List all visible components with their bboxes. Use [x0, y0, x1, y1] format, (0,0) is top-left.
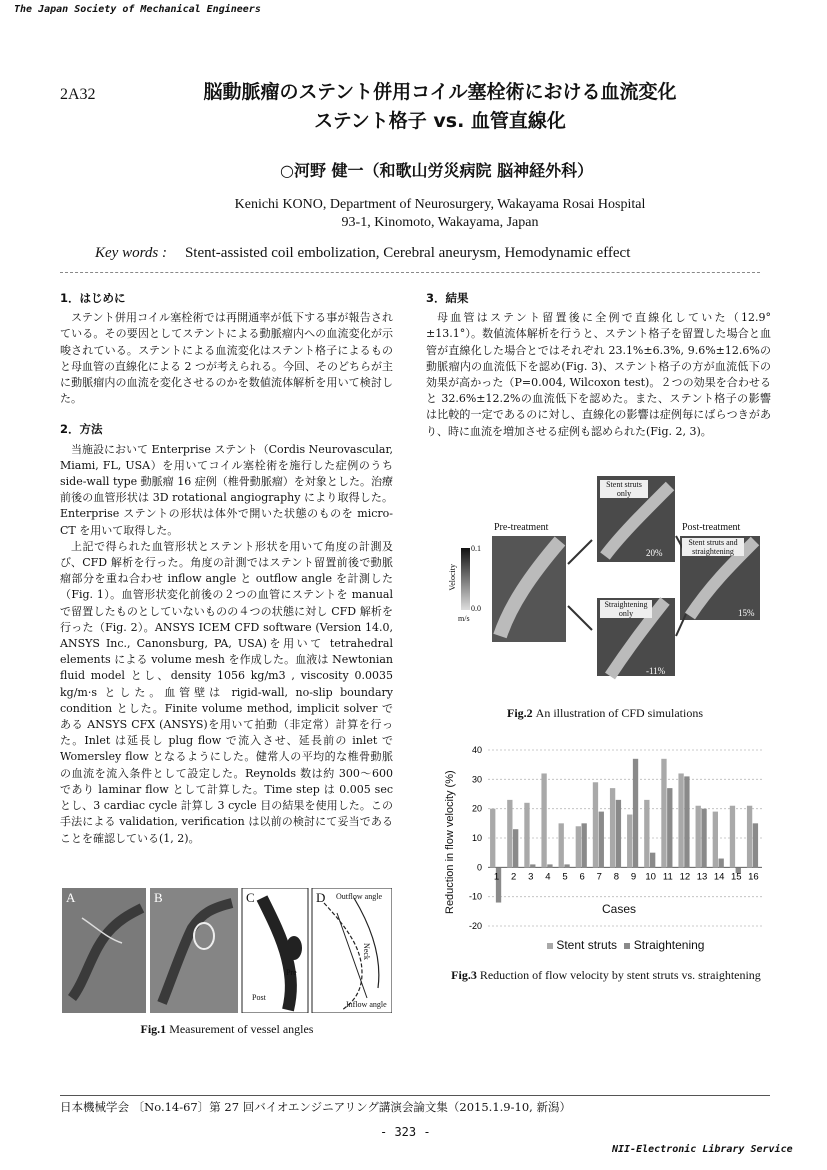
bar-stent-struts — [661, 759, 666, 868]
y-tick-label: -10 — [468, 891, 482, 902]
fig2-caption-num: Fig.2 — [506, 706, 533, 720]
x-tick-label: 2 — [511, 871, 517, 883]
bar-straightening — [599, 812, 604, 868]
fig2-vmin: 0.0 — [471, 604, 481, 613]
fig2-caption-text: An illustration of CFD simulations — [535, 706, 703, 720]
bar-stent-struts — [610, 788, 615, 867]
bar-stent-struts — [730, 806, 735, 868]
bar-stent-struts — [696, 806, 701, 868]
affiliation — [150, 196, 730, 232]
bar-straightening — [633, 759, 638, 868]
header-divider — [60, 272, 760, 273]
page-number: - 323 - — [380, 1125, 431, 1139]
fig3-chart — [442, 742, 772, 957]
x-tick-label: 11 — [662, 871, 673, 883]
results-heading: 3．結果 — [426, 291, 469, 305]
author-line: ○河野 健一（和歌山労災病院 脳神経外科） — [280, 161, 594, 180]
velocity-colorbar — [461, 548, 470, 610]
fig1-pre-label: Pre — [286, 968, 297, 977]
x-tick-label: 12 — [679, 871, 691, 883]
legend-swatch-stent — [547, 943, 553, 949]
x-tick-label: 16 — [748, 871, 759, 883]
legend-swatch-straight — [624, 943, 630, 949]
footer-divider — [60, 1095, 770, 1096]
intro-text: ステント併用コイル塞栓術では再開通率が低下する事が報告されている。その要因としてステントによる動脈瘤内への血流変化が示唆されている。ステントによる血流変化はステント格子によるものと母血管の直線化による 2 つが考えられる。今回、そのどちらが主に動脈瘤内の血流を変化させるのかを数値流体解析を用いて検討した。 — [60, 311, 393, 406]
x-tick-label: 7 — [596, 871, 602, 883]
fig3-legend — [547, 938, 704, 952]
diagram-panel-d — [312, 888, 392, 1013]
bar-straightening — [753, 823, 758, 867]
bar-straightening — [667, 788, 672, 867]
keywords-label: Key words : — [95, 245, 167, 261]
bar-straightening — [547, 864, 552, 867]
bar-straightening — [564, 864, 569, 867]
fig1-inflow-label: Inflow angle — [346, 1000, 387, 1009]
fig1-panel-label-c: C — [246, 890, 255, 905]
y-tick-label: -20 — [468, 921, 482, 931]
keywords-text: Stent-assisted coil embolization, Cerebral aneurysm, Hemodynamic effect — [184, 245, 631, 261]
fig2-velocity-label: Velocity — [448, 564, 457, 591]
fig2-pre-label: Pre-treatment — [494, 522, 549, 533]
fig3-caption-text: Reduction of flow velocity by stent struts vs. straightening — [479, 968, 761, 982]
bar-straightening — [530, 864, 535, 867]
bar-stent-struts — [747, 806, 752, 868]
fig2-straight-only-label: Straightening only — [600, 600, 652, 618]
x-tick-label: 9 — [630, 871, 637, 883]
x-tick-label: 5 — [562, 871, 568, 883]
bar-straightening — [616, 800, 621, 867]
paper-title — [150, 78, 730, 136]
fig1-post-label: Post — [252, 993, 266, 1002]
x-tick-label: 6 — [579, 871, 585, 883]
bar-stent-struts — [524, 803, 529, 868]
fig1-neck-label: Neck — [362, 943, 371, 960]
right-column — [426, 290, 771, 440]
fig3-caption — [436, 968, 776, 983]
fig1-caption-num: Fig.1 — [140, 1022, 167, 1036]
affiliation-line-1: Kenichi KONO, Department of Neurosurgery, Wakayama Rosai Hospital — [234, 197, 646, 212]
bar-stent-struts — [490, 809, 495, 868]
fig1-panel-label-a: A — [66, 890, 76, 905]
bar-stent-struts — [678, 773, 683, 867]
results-text: 母血管はステント留置後に全例で直線化していた（12.9°±13.1°）。数値流体解析を行うと、ステント格子を留置した場合と血管が直線化した場合とではそれぞれ 23.1%±6.3%, 9.6%±12.6%の動脈瘤内の血流低下を認め(Fig. 3)、ステント格子の方が血流低下の効果が高かった（P=0.004, Wilcoxon test)。２つの効果を合わせると 32.6%±12.2%の血流低下を認めた。また、ステント格子の影響は比較的一定であるのに対し、直線化の影響は症例毎にばらつきがあり、時に血流を増加させる症例も認められた(Fig. 2, 3)。 — [426, 311, 771, 438]
intro-heading: 1．はじめに — [60, 291, 126, 305]
fig1-panel-label-d: D — [316, 890, 326, 905]
keywords — [95, 245, 630, 262]
title-line-1: 脳動脈瘤のステント併用コイル塞栓術における血流変化 — [203, 81, 677, 103]
y-tick-label: 30 — [471, 774, 482, 785]
bar-straightening — [719, 859, 724, 868]
footer-proceedings: 日本機械学会 〔No.14-67〕第 27 回バイオエンジニアリング講演会論文集（2015.1.9-10, 新潟） — [60, 1100, 571, 1114]
y-tick-label: 0 — [476, 862, 482, 873]
bar-straightening — [701, 809, 706, 868]
left-column — [60, 290, 393, 847]
bar-stent-struts — [593, 782, 598, 867]
fig1-caption-text: Measurement of vessel angles — [169, 1022, 314, 1036]
fig3-svg — [442, 742, 772, 957]
fig3-xlabel: Cases — [602, 902, 637, 916]
fig3-caption-num: Fig.3 — [451, 968, 477, 982]
x-tick-label: 14 — [713, 871, 725, 883]
fig1-caption — [62, 1022, 392, 1037]
bar-stent-struts — [507, 800, 512, 867]
paper-code: 2A32 — [60, 86, 96, 103]
bar-straightening — [650, 853, 655, 868]
fig2-post-box-label: Stent struts and straightening — [682, 538, 744, 556]
methods-heading: 2．方法 — [60, 422, 103, 437]
fig1-outflow-label: Outflow angle — [336, 892, 382, 901]
bar-straightening — [513, 829, 518, 867]
y-tick-label: 40 — [471, 745, 482, 755]
bar-stent-struts — [644, 800, 649, 867]
bar-straightening — [582, 823, 587, 867]
x-tick-label: 13 — [696, 871, 708, 883]
fig2-stent-pct: 20% — [646, 548, 663, 558]
y-tick-label: 20 — [471, 803, 482, 814]
bar-straightening — [684, 776, 689, 867]
x-tick-label: 1 — [493, 871, 500, 883]
y-tick-label: 10 — [471, 833, 482, 843]
fig1-panels — [62, 888, 392, 1013]
fig2-vmax: 0.1 — [471, 544, 481, 553]
society-header: The Japan Society of Mechanical Engineers — [14, 4, 261, 15]
methods-paragraph-1: 当施設において Enterprise ステント（Cordis Neurovascular, Miami, FL, USA）を用いてコイル塞栓術を施行した症例のうち side-wall type 動脈瘤 16 症例（椎骨動脈瘤）を対象とした。治療前後の血管形状は 3D rotational angiography により取得した。Enterprise ステントの形状は体外で開いた状態のものを micro-CT を用いて取得した。 — [60, 442, 393, 537]
fig2-image — [450, 476, 780, 698]
x-tick-label: 15 — [731, 871, 742, 883]
x-tick-label: 8 — [613, 871, 620, 883]
legend-label-straight: Straightening — [633, 938, 705, 952]
fig2-caption — [440, 706, 770, 721]
legend-label-stent: Stent struts — [556, 938, 618, 952]
bar-stent-struts — [541, 773, 546, 867]
fig2-post-label: Post-treatment — [682, 522, 741, 533]
x-tick-label: 10 — [645, 871, 656, 883]
bar-stent-struts — [627, 815, 632, 868]
x-tick-label: 4 — [545, 871, 551, 883]
fig1-image — [62, 888, 392, 1013]
bar-stent-struts — [559, 823, 564, 867]
affiliation-line-2: 93-1, Kinomoto, Wakayama, Japan — [341, 215, 539, 230]
title-line-2: ステント格子 vs. 血管直線化 — [314, 110, 566, 132]
fig2-unit: m/s — [458, 614, 470, 623]
fig2-straight-pct: -11% — [646, 666, 666, 676]
bar-stent-struts — [576, 826, 581, 867]
nii-service: NII-Electronic Library Service — [612, 1144, 793, 1155]
methods-paragraph-2: 上記で得られた血管形状とステント形状を用いて角度の計測及び、CFD 解析を行った。角度の計測ではステント留置前後で動脈瘤部分を重ね合わせ inflow angle と outflow angle を計測した（Fig. 1）。血管形状変化前後の２つの血管にステントを manual で留置したものとしていないものの４つの状態に対し CFD 解析を行った（Fig. 2）。ANSYS ICEM CFD software (Version 14.0, ANSYS Inc., Canonsburg, PA, USA)を用いて tetrahedral elements による volume mesh を作成した。血液は Newtonian fluid model とし、density 1056 kg/m3 , viscosity 0.0035 kg/m·s とした。血管壁は rigid-wall, no-slip boundary condition とした。Finite volume method, implicit solver である ANSYS CFX (ANSYS)を用いて拍動（非定常）計算を行った。Inlet は延長し plug flow で流入させ、延長前の inlet で Womersley flow となるようにした。健常人の平均的な椎骨動脈の血流を流入条件として設定した。Reynolds 数は約 300～600 であり laminar flow として計算した。Time step は 0.005 sec とし、3 cardiac cycle 計算し 3 cycle 目の結果を使用した。この手法による validation, verification は以前の検討にて妥当であることを確認している(1, 2)。 — [60, 539, 393, 845]
fig3-ylabel: Reduction in flow velocity (%) — [444, 770, 456, 914]
fig1-panel-label-b: B — [154, 890, 163, 905]
x-tick-label: 3 — [528, 871, 534, 883]
fig2-post-pct: 15% — [738, 608, 755, 618]
fig2 — [450, 476, 780, 698]
fig2-stent-only-label: Stent struts only — [600, 480, 648, 498]
bar-stent-struts — [713, 812, 718, 868]
